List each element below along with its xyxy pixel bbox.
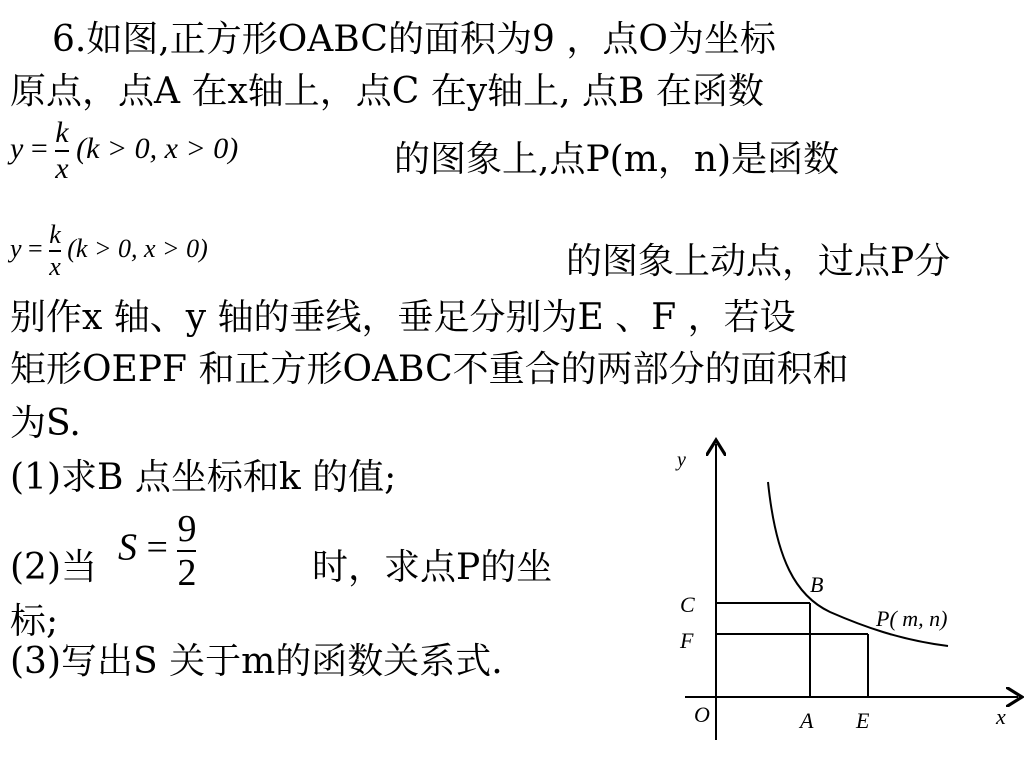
question-2-cont: 标;: [10, 601, 59, 642]
s-denominator: 2: [177, 552, 197, 594]
formula-y: y: [10, 233, 22, 263]
formula-denominator: x: [55, 152, 69, 185]
y-axis-label: y: [677, 449, 686, 471]
point-p-label: P( m, n): [876, 606, 948, 631]
formula-condition: (k > 0, x > 0): [76, 131, 239, 165]
point-b-label: B: [810, 572, 824, 597]
problem-line-6: 矩形OEPF 和正方形OABC不重合的两部分的面积和: [10, 349, 849, 390]
problem-line-2: 原点，点A 在x轴上，点C 在y轴上, 点B 在函数: [10, 71, 764, 112]
question-2-prefix: (2)当: [10, 547, 97, 588]
formula-numerator: k: [55, 116, 69, 149]
formula-numerator: k: [49, 220, 61, 249]
origin-label: O: [694, 702, 710, 727]
formula-equals: =: [30, 131, 48, 165]
point-f-label: F: [680, 628, 694, 653]
question-3: (3)写出S 关于m的函数关系式.: [10, 641, 503, 682]
problem-line-5: 别作x 轴、y 轴的垂线，垂足分别为E 、F ，若设: [10, 297, 796, 338]
question-2-suffix: 时，求点P的坐: [312, 547, 553, 588]
problem-line-7: 为S.: [10, 403, 81, 444]
problem-line-1: 6.如图,正方形OABC的面积为9 ，点O为坐标: [52, 19, 776, 60]
question-1: (1)求B 点坐标和k 的值;: [10, 457, 397, 498]
formula-condition: (k > 0, x > 0): [67, 233, 208, 263]
s-variable: S: [118, 526, 137, 569]
x-axis-label: x: [996, 704, 1006, 729]
problem-line-4: 的图象上动点，过点P分: [566, 241, 951, 282]
s-equals: =: [146, 526, 168, 569]
s-numerator: 9: [177, 508, 197, 550]
formula-equals: =: [28, 233, 43, 263]
point-a-label: A: [800, 708, 814, 733]
formula-denominator: x: [49, 252, 61, 281]
formula-y: y: [10, 131, 24, 165]
problem-line-3: 的图象上,点P(m，n)是函数: [394, 139, 840, 180]
point-c-label: C: [680, 592, 695, 617]
point-e-label: E: [856, 708, 870, 733]
